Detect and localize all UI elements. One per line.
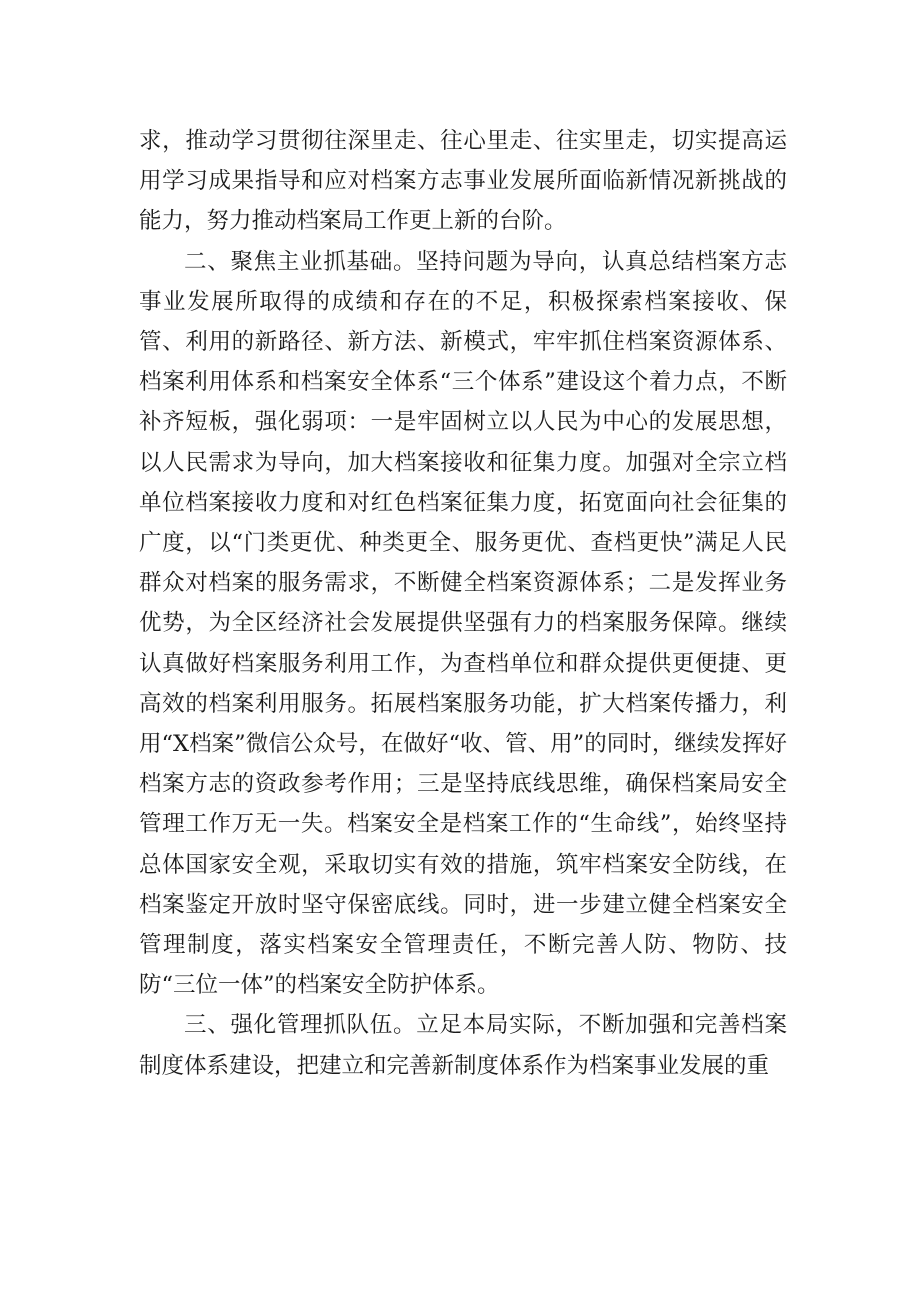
paragraph-section-three: 三、强化管理抓队伍。立足本局实际，不断加强和完善档案制度体系建设，把建立和完善新制度体系作为档案事业发展的重 <box>139 1012 787 1079</box>
document-body <box>139 121 787 1086</box>
paragraph-continuation: 求，推动学习贯彻往深里走、往心里走、往实里走，切实提高运用学习成果指导和应对档案方志事业发展所面临新情况新挑战的能力，努力推动档案局工作更上新的台阶。 <box>139 128 787 235</box>
paragraph-section-two: 二、聚焦主业抓基础。坚持问题为导向，认真总结档案方志事业发展所取得的成绩和存在的不足，积极探索档案接收、保管、利用的新路径、新方法、新模式，牢牢抓住档案资源体系、档案利用体系和档案安全体系“三个体系”建设这个着力点，不断补齐短板，强化弱项：一是牢固树立以人民为中心的发展思想，以人民需求为导向，加大档案接收和征集力度。加强对全宗立档单位档案接收力度和对红色档案征集力度，拓宽面向社会征集的广度，以“门类更优、种类更全、服务更优、查档更快”满足人民群众对档案的服务需求，不断健全档案资源体系；二是发挥业务优势，为全区经济社会发展提供坚强有力的档案服务保障。继续认真做好档案服务利用工作，为查档单位和群众提供更便捷、更高效的档案利用服务。拓展档案服务功能，扩大档案传播力，利用“X档案”微信公众号，在做好“收、管、用”的同时，继续发挥好档案方志的资政参考作用；三是坚持底线思维，确保档案局安全管理工作万无一失。档案安全是档案工作的“生命线”，始终坚持总体国家安全观，采取切实有效的措施，筑牢档案安全防线，在档案鉴定开放时坚守保密底线。同时，进一步建立健全档案安全管理制度，落实档案安全管理责任，不断完善人防、物防、技防“三位一体”的档案安全防护体系。 <box>139 248 787 999</box>
